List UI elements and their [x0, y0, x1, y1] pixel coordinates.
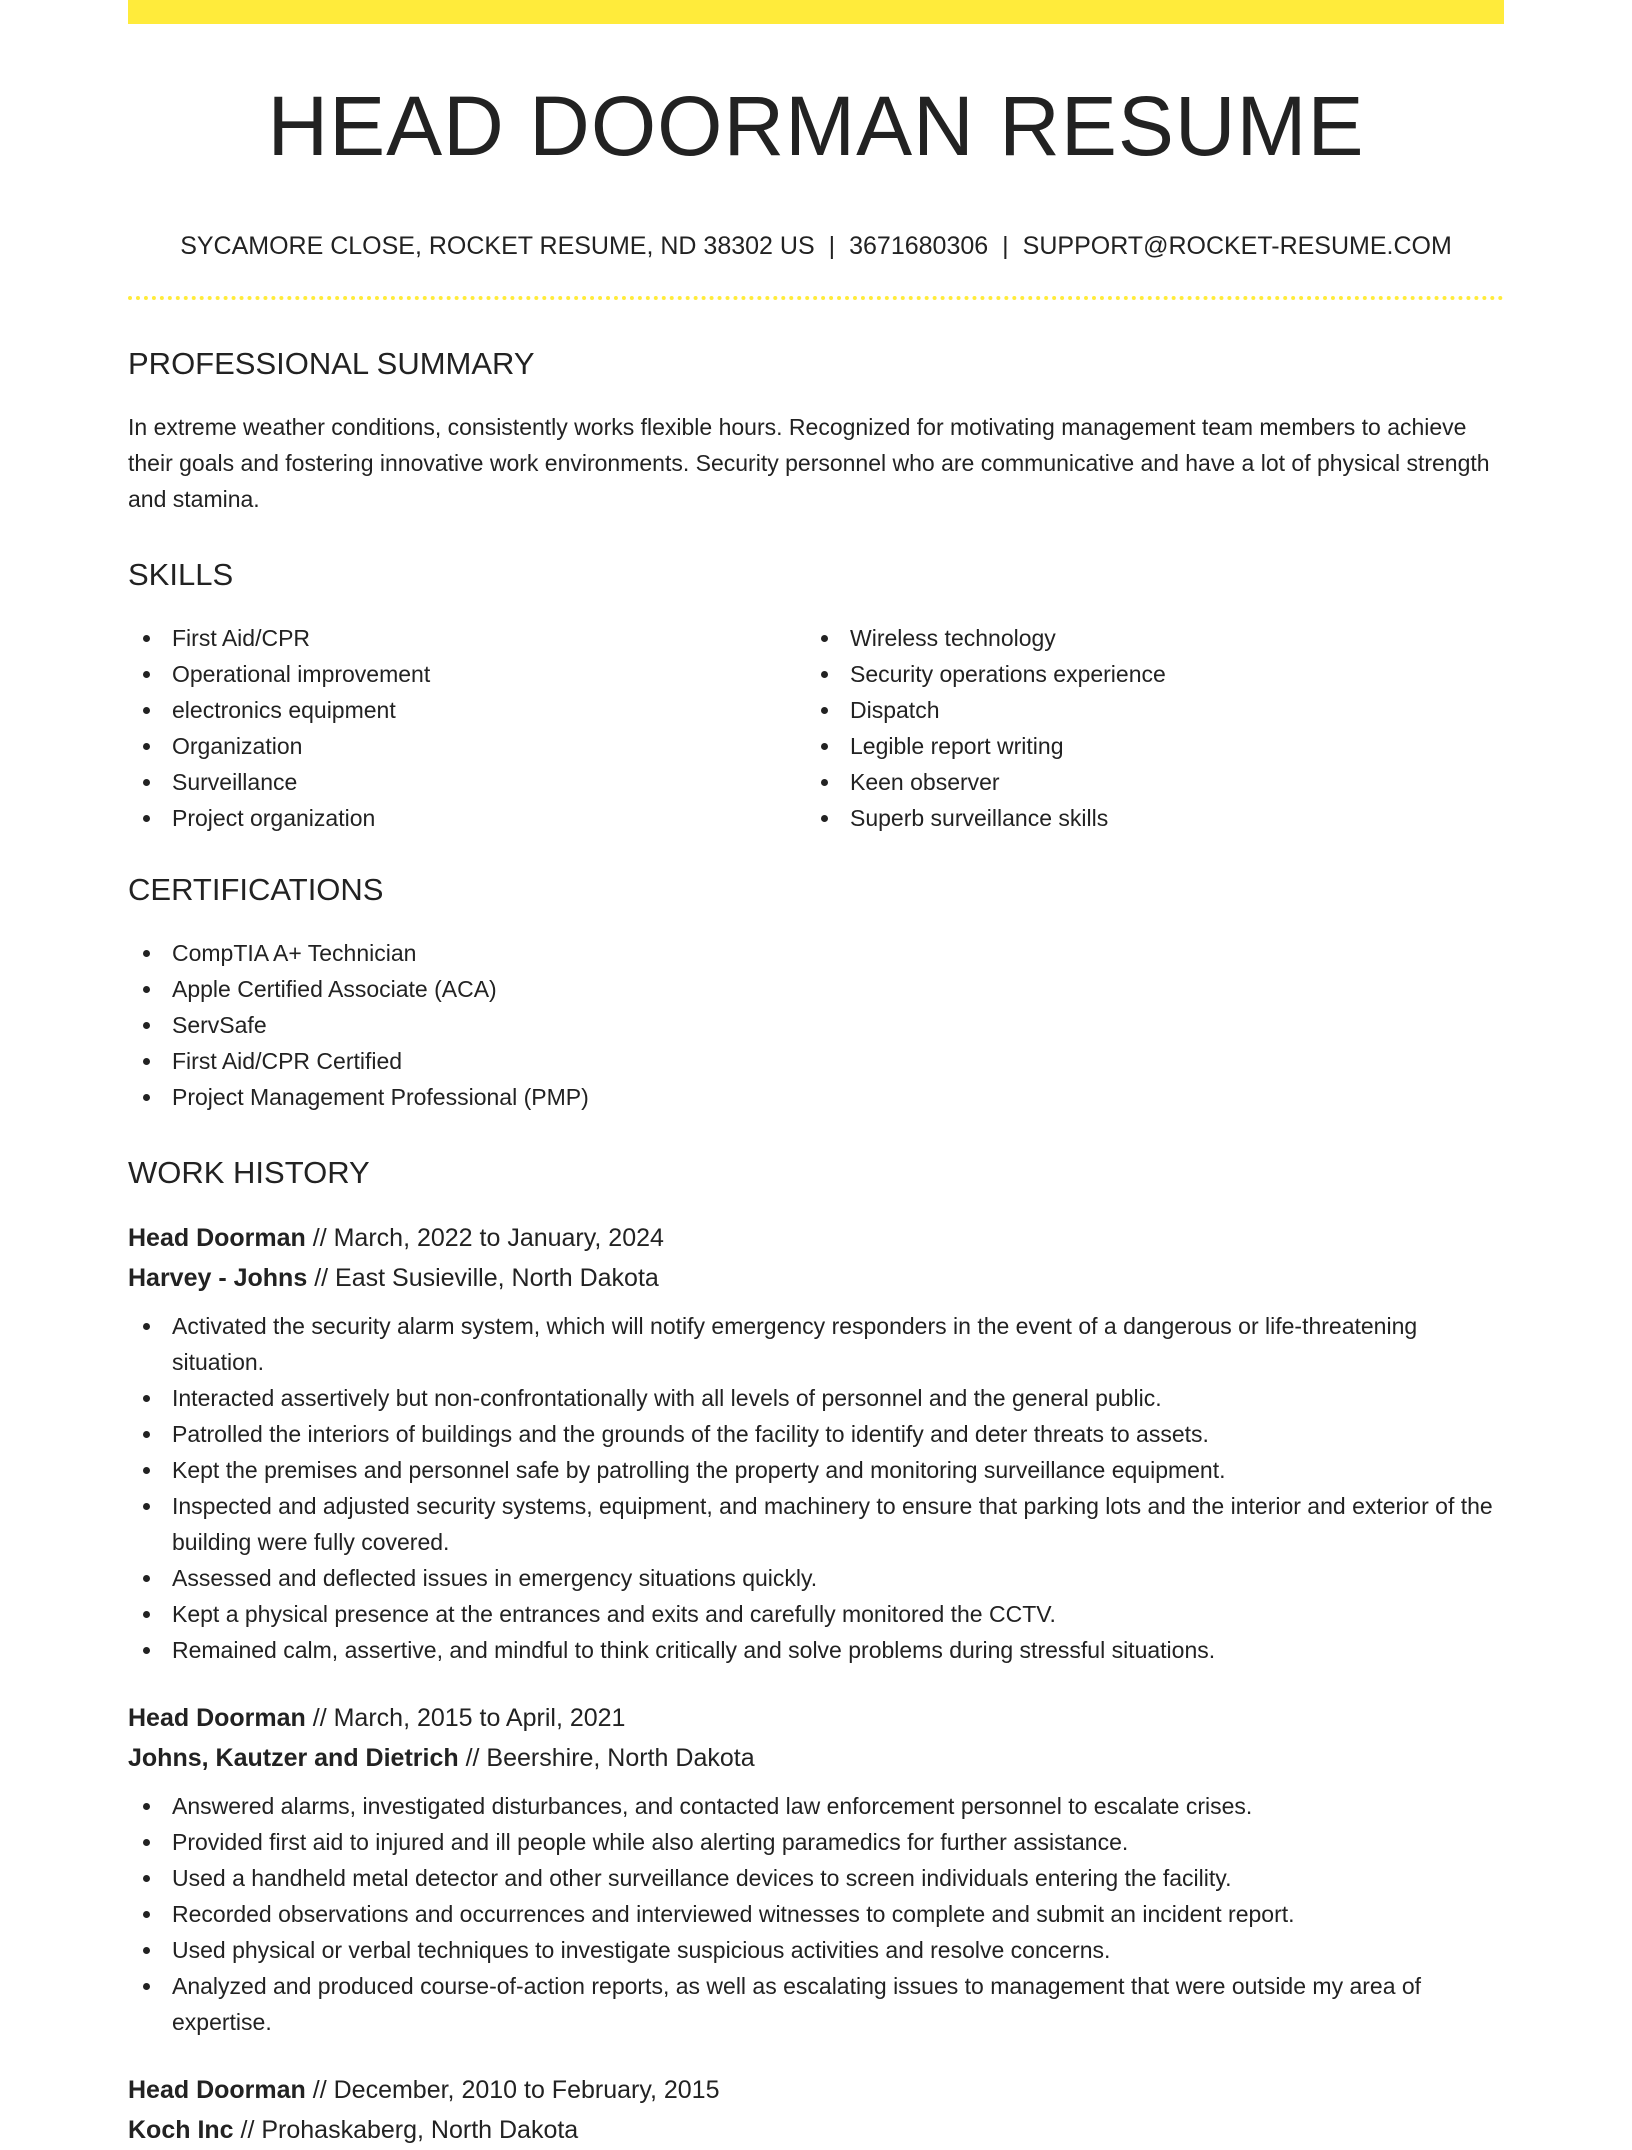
contact-email: SUPPORT@ROCKET-RESUME.COM: [1022, 232, 1452, 260]
job-duties-list: [128, 1308, 1504, 1668]
job-duties-list: [128, 1788, 1504, 2040]
skill-item: Keen observer: [806, 764, 1484, 800]
job-separator: //: [305, 1704, 334, 1732]
skill-item: Dispatch: [806, 692, 1484, 728]
job-dates: March, 2022 to January, 2024: [333, 1224, 664, 1252]
skill-item: First Aid/CPR: [128, 620, 806, 656]
certifications-heading: CERTIFICATIONS: [128, 872, 384, 907]
skills-heading: SKILLS: [128, 557, 234, 592]
job-company-line: [128, 2110, 1504, 2150]
job-separator: //: [233, 2116, 262, 2144]
resume-title: HEAD DOORMAN RESUME: [267, 79, 1365, 173]
work-history-heading: WORK HISTORY: [128, 1155, 370, 1190]
job-entry: [128, 1698, 1504, 2040]
job-duty: Kept the premises and personnel safe by patrolling the property and monitoring surveillance equipment.: [128, 1452, 1504, 1488]
skill-item: Security operations experience: [806, 656, 1484, 692]
job-duty: Remained calm, assertive, and mindful to think critically and solve problems during stressful situations.: [128, 1632, 1504, 1668]
skill-item: Wireless technology: [806, 620, 1484, 656]
contact-separator: |: [828, 232, 836, 260]
certification-item: CompTIA A+ Technician: [128, 935, 1504, 971]
job-duty: Kept a physical presence at the entrances and exits and carefully monitored the CCTV.: [128, 1596, 1504, 1632]
job-location: Prohaskaberg, North Dakota: [261, 2116, 579, 2144]
job-duty: Interacted assertively but non-confrontationally with all levels of personnel and the general public.: [128, 1380, 1504, 1416]
job-company: Harvey - Johns: [128, 1264, 308, 1292]
certification-item: First Aid/CPR Certified: [128, 1043, 1504, 1079]
job-title-line: [128, 2070, 1504, 2110]
resume-page: [128, 0, 1504, 2150]
job-separator: //: [305, 1224, 334, 1252]
contact-phone: 3671680306: [849, 232, 989, 260]
certification-item: Apple Certified Associate (ACA): [128, 971, 1504, 1007]
dotted-divider: [128, 296, 1504, 300]
job-title: Head Doorman: [128, 2076, 306, 2104]
skills-left-column: [128, 620, 806, 836]
job-duty: Analyzed and produced course-of-action reports, as well as escalating issues to management that were outside my area of expertise.: [128, 1968, 1504, 2040]
job-dates: December, 2010 to February, 2015: [333, 2076, 720, 2104]
summary-heading: PROFESSIONAL SUMMARY: [128, 346, 535, 381]
job-company: Johns, Kautzer and Dietrich: [128, 1744, 459, 1772]
skill-item: Operational improvement: [128, 656, 806, 692]
job-duty: Assessed and deflected issues in emergency situations quickly.: [128, 1560, 1504, 1596]
job-title-line: [128, 1698, 1504, 1738]
skill-item: Surveillance: [128, 764, 806, 800]
job-duty: Patrolled the interiors of buildings and the grounds of the facility to identify and deter threats to assets.: [128, 1416, 1504, 1452]
job-location: East Susieville, North Dakota: [335, 1264, 659, 1292]
skills-grid: [128, 620, 1504, 836]
job-entry: [128, 1218, 1504, 1668]
job-title: Head Doorman: [128, 1704, 306, 1732]
contact-separator: |: [1002, 232, 1009, 260]
skill-item: Project organization: [128, 800, 806, 836]
contact-address: SYCAMORE CLOSE, ROCKET RESUME, ND 38302 US: [180, 232, 815, 260]
job-dates: March, 2015 to April, 2021: [333, 1704, 626, 1732]
job-duty: Provided first aid to injured and ill people while also alerting paramedics for further assistance.: [128, 1824, 1504, 1860]
skills-right-column: [806, 620, 1484, 836]
job-company-line: [128, 1258, 1504, 1298]
job-title: Head Doorman: [128, 1224, 306, 1252]
skill-item: Legible report writing: [806, 728, 1484, 764]
job-company: Koch Inc: [128, 2116, 234, 2144]
job-duty: Used a handheld metal detector and other surveillance devices to screen individuals entering the facility.: [128, 1860, 1504, 1896]
skill-item: Organization: [128, 728, 806, 764]
job-entry: [128, 2070, 1504, 2150]
job-separator: //: [307, 1264, 336, 1292]
certification-item: ServSafe: [128, 1007, 1504, 1043]
certifications-list: [128, 935, 1504, 1115]
skill-item: electronics equipment: [128, 692, 806, 728]
job-title-line: [128, 1218, 1504, 1258]
job-duty: Recorded observations and occurrences and interviewed witnesses to complete and submit an incident report.: [128, 1896, 1504, 1932]
contact-line: [128, 234, 1504, 259]
job-duty: Activated the security alarm system, which will notify emergency responders in the event of a dangerous or life-threatening situation.: [128, 1308, 1504, 1380]
job-duty: Answered alarms, investigated disturbances, and contacted law enforcement personnel to escalate crises.: [128, 1788, 1504, 1824]
accent-top-bar: [128, 0, 1504, 24]
summary-text: In extreme weather conditions, consistently works flexible hours. Recognized for motivating management team members to achieve their goals and fostering innovative work environments. Security personnel who are communicative and have a lot of physical strength and stamina.: [128, 414, 1490, 512]
certification-item: Project Management Professional (PMP): [128, 1079, 1504, 1115]
job-location: Beershire, North Dakota: [486, 1744, 755, 1772]
job-separator: //: [305, 2076, 334, 2104]
skill-item: Superb surveillance skills: [806, 800, 1484, 836]
job-separator: //: [458, 1744, 487, 1772]
job-duty: Inspected and adjusted security systems, equipment, and machinery to ensure that parking lots and the interior and exterior of the building were fully covered.: [128, 1488, 1504, 1560]
job-duty: Used physical or verbal techniques to investigate suspicious activities and resolve concerns.: [128, 1932, 1504, 1968]
job-company-line: [128, 1738, 1504, 1778]
